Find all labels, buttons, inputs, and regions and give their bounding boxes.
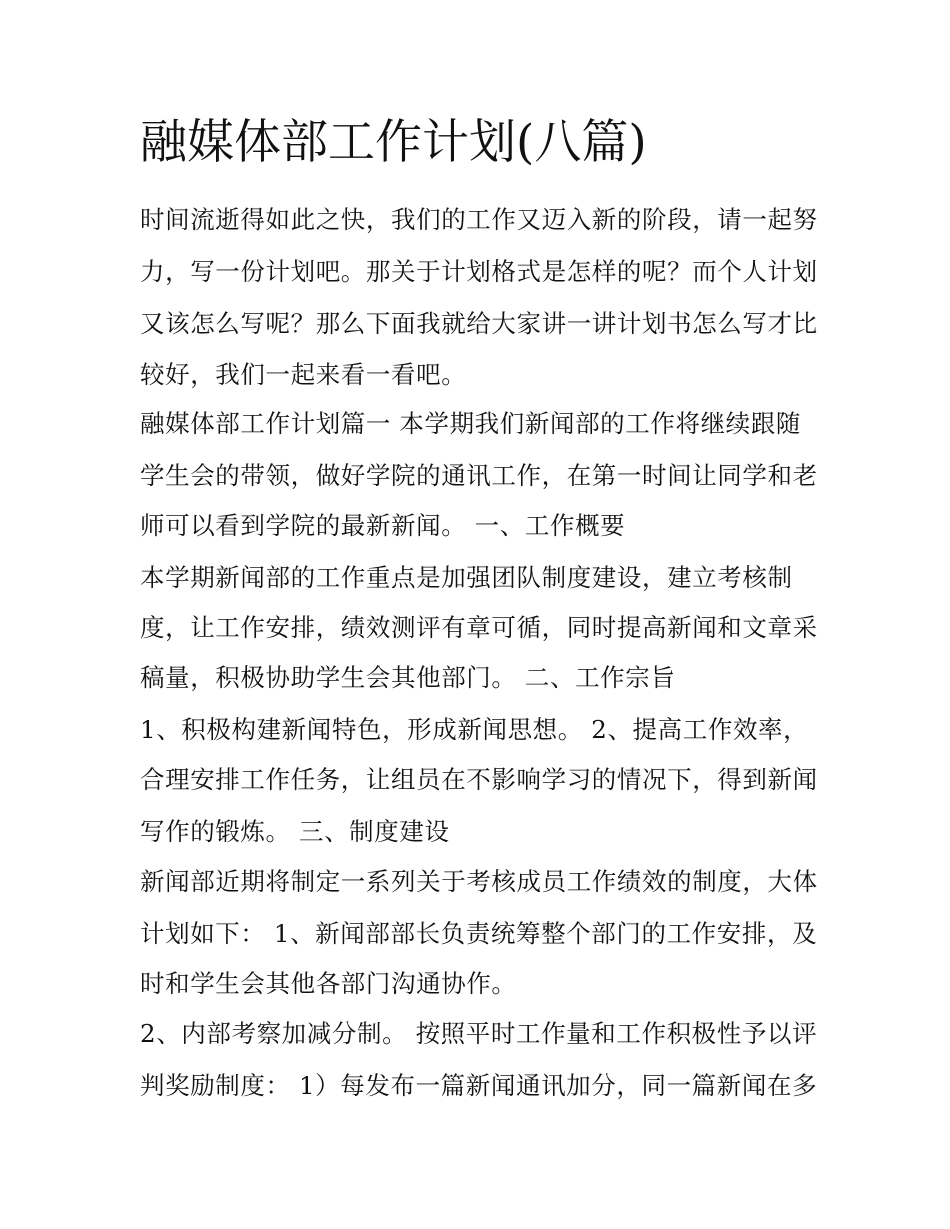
body-line: 计划如下： 1、新闻部部长负责统筹整个部门的工作安排，及 [140,919,818,948]
body-line: 师可以看到学院的最新新闻。 一、工作概要 [140,511,626,540]
body-line: 较好，我们一起来看一看吧。 [140,360,467,389]
body-line: 合理安排工作任务，让组员在不影响学习的情况下，得到新闻 [140,765,818,794]
body-line: 1、积极构建新闻特色，形成新闻思想。 2、提高工作效率， [140,715,809,744]
document-title: 融媒体部工作计划(八篇) [140,115,647,170]
body-line: 新闻部近期将制定一系列关于考核成员工作绩效的制度，大体 [140,867,818,896]
body-line: 又该怎么写呢？那么下面我就给大家讲一讲计划书怎么写才比 [140,309,818,338]
body-line: 融媒体部工作计划篇一 本学期我们新闻部的工作将继续跟随 [140,409,801,438]
body-line: 时间流逝得如此之快，我们的工作又迈入新的阶段，请一起努 [140,205,818,234]
body-line: 力，写一份计划吧。那关于计划格式是怎样的呢？而个人计划 [140,257,818,286]
body-line: 时和学生会其他各部门沟通协作。 [140,969,517,998]
body-line: 学生会的带领，做好学院的通讯工作，在第一时间让同学和老 [140,461,818,490]
body-line: 写作的锻炼。 三、制度建设 [140,817,450,846]
body-line: 2、内部考察加减分制。 按照平时工作量和工作积极性予以评 [140,1019,818,1048]
body-line: 度，让工作安排，绩效测评有章可循，同时提高新闻和文章采 [140,613,818,642]
body-line: 本学期新闻部的工作重点是加强团队制度建设，建立考核制 [140,563,793,592]
body-line: 判奖励制度： 1）每发布一篇新闻通讯加分，同一篇新闻在多 [140,1071,818,1100]
body-line: 稿量，积极协助学生会其他部门。 二、工作宗旨 [140,663,676,692]
